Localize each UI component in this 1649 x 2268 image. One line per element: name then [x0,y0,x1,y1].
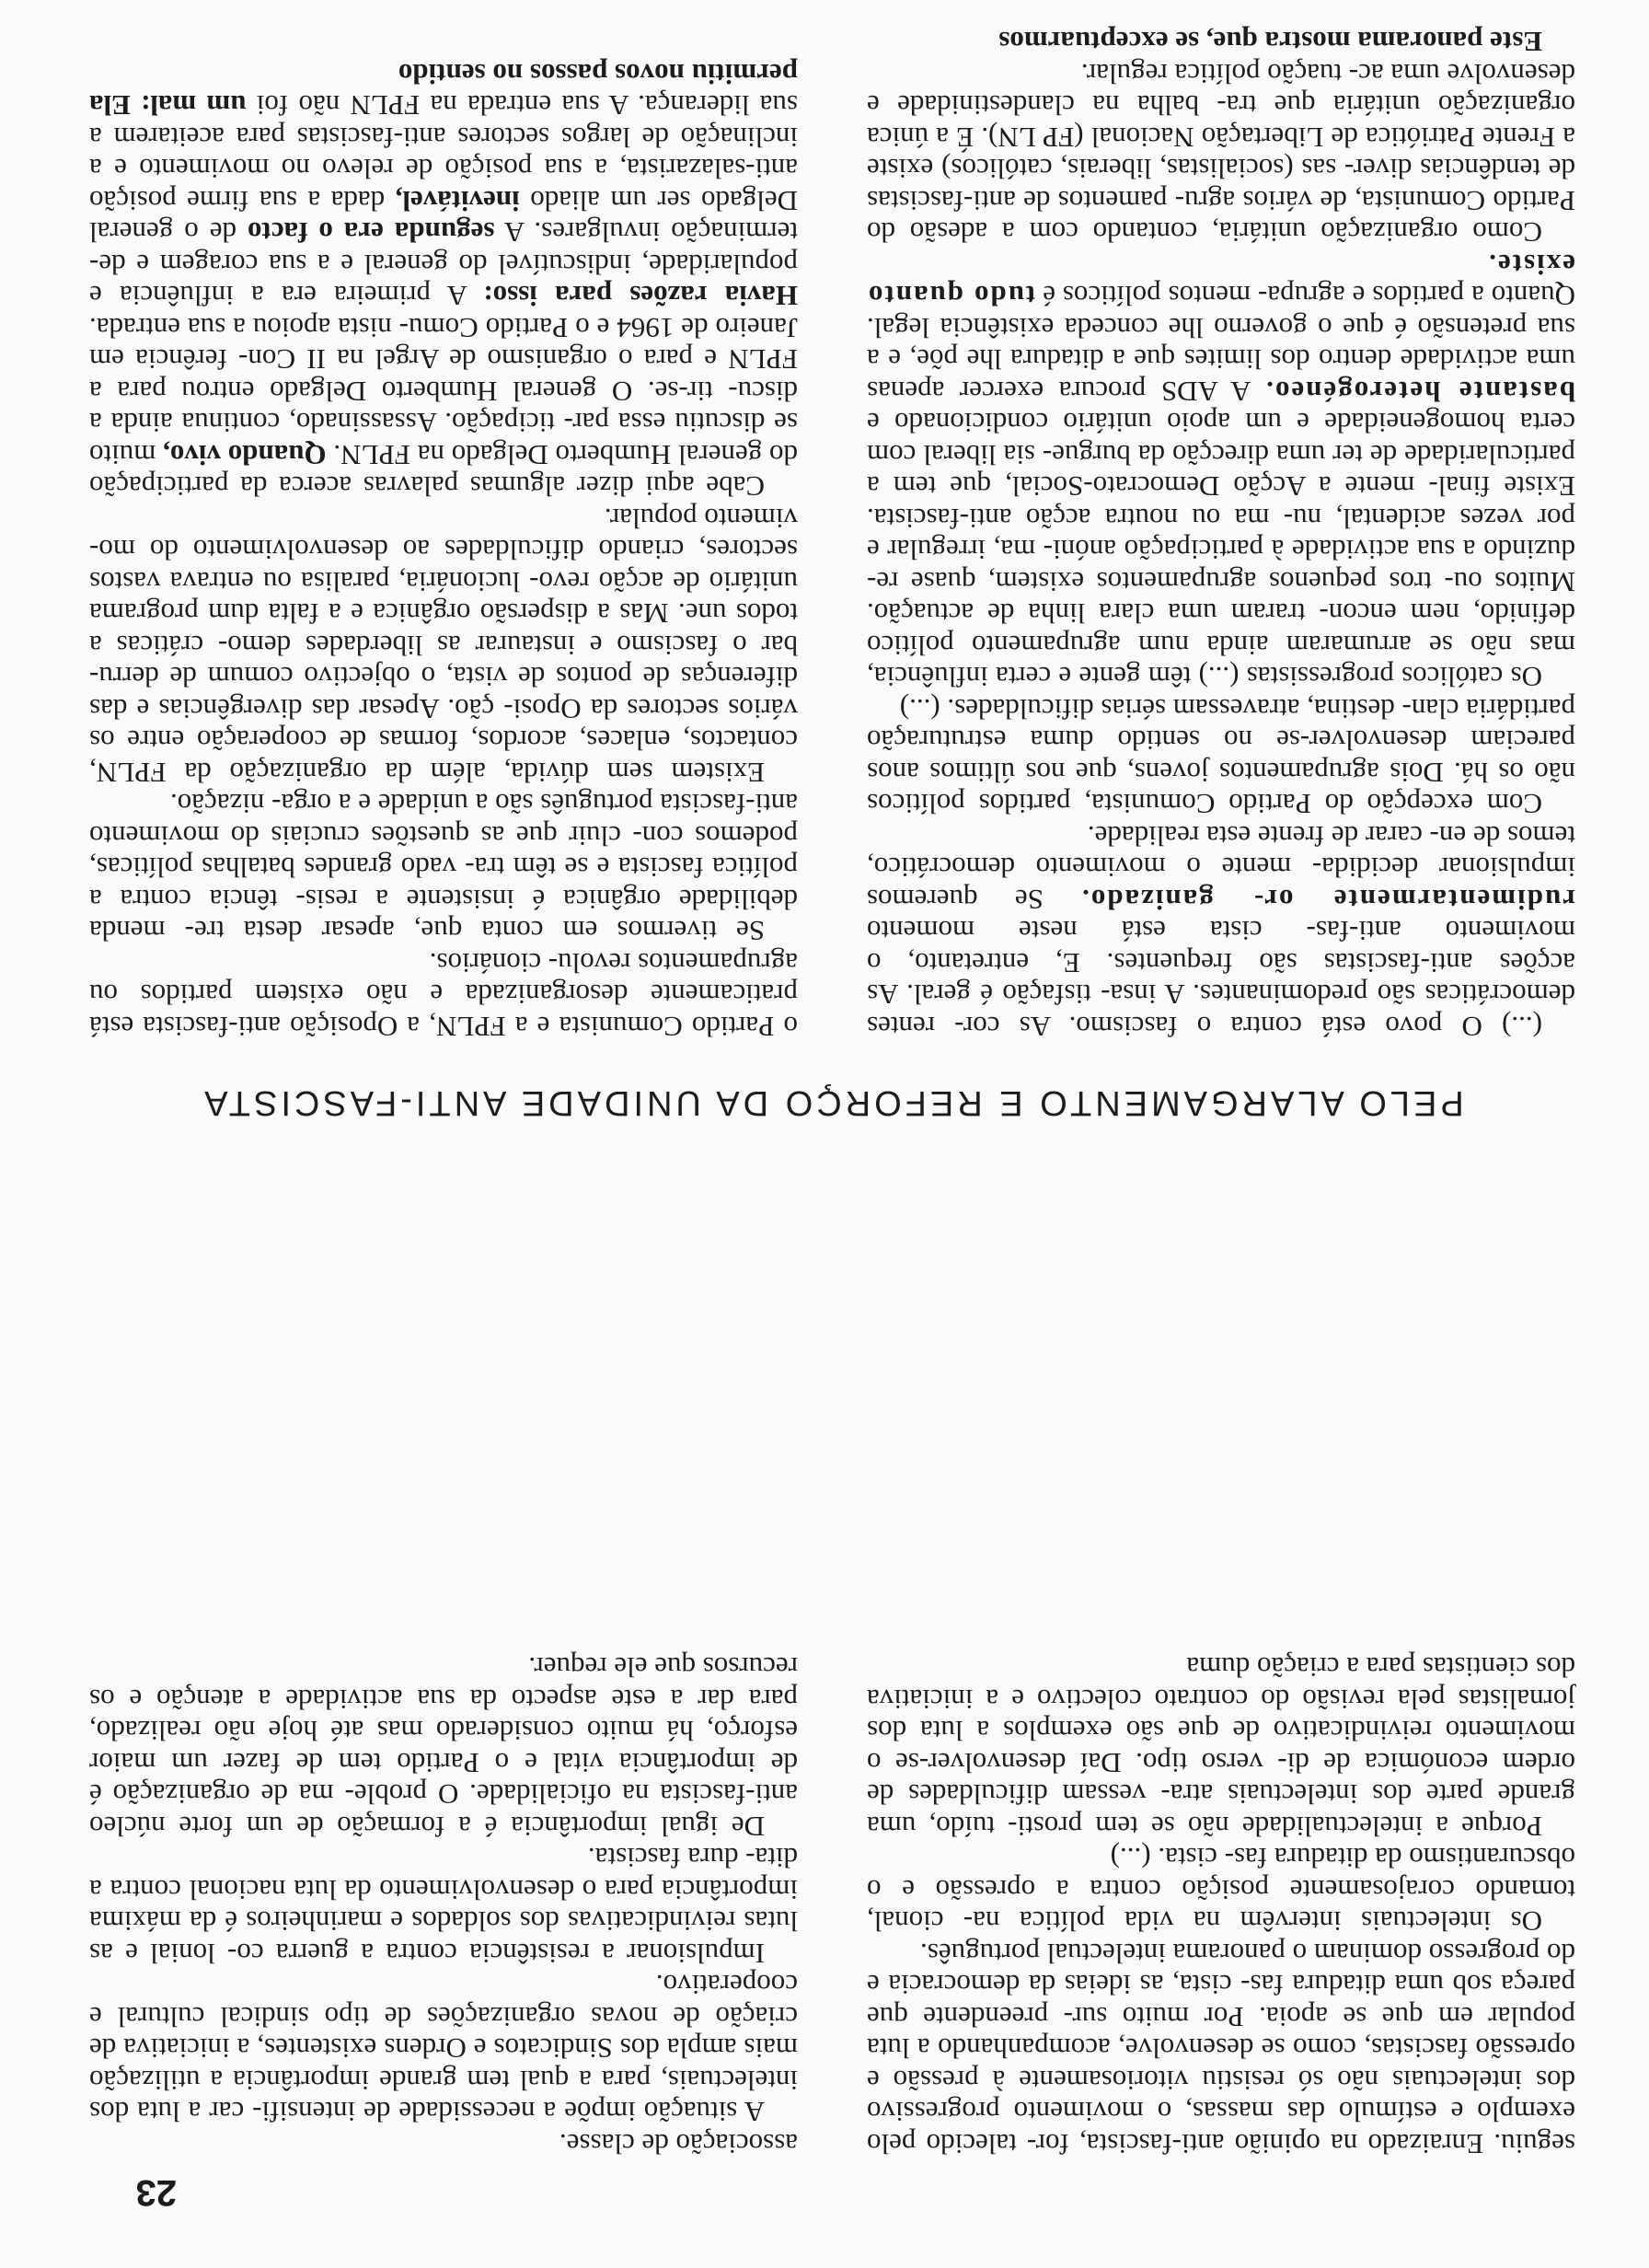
top-right-column [89,1651,798,2159]
paragraph-colonial-war: Impulsionar a resistência contra a guerra co- lonial e as lutas reivindicativas dos soldados e marinheiros é da máxima importância para o desenvolvimento da luta nacional contra a dita- dura fascista. [89,1842,798,1970]
text-delgado-emphasis-3: segunda era o facto [247,216,495,249]
paragraph-intellectuals: Os intelectuais intervêm na vida política na- cional, tomando corajosamente posição contra a opressão e o obscurantismo da ditadura fas- cista. (...) [867,1842,1575,1938]
text-catholics: Os católicos progressistas (...) têm gente e certa influência, mas não se arrumaram ainda num agrupamento político definido, nem encon- traram uma clara linha de actuação. Muitos ou- tros pequenos agrupamentos existem, quase re- duzindo a sua actividade à participação anóni- ma, irregular e por vezes acidental, nu- ma ou noutra acção anti-fascista. Existe final- mente a Acção Democrato-Social, que tem a particularidade de ter uma direcção da burgue- sia liberal com certa homogeneidade e um apoio unitário condicionado e [867,407,1575,694]
text-catholics-emphasis: bastante heterogéneo. [1264,376,1575,408]
text-delgado-emphasis-4: inevitável, [395,185,520,217]
paragraph-people [867,820,1575,1043]
bottom-left-column [867,26,1575,1042]
paragraph-weakness: Se tivermos em conta que, apesar desta tre- menda debilidade orgânica é insistente a resis- tência contra a política fascista e se têm tra- vado grandes batalhas políticas, podemos con- cluir que as questões cruciais do movimento anti-fascista português são a unidade e a orga- nização. [89,788,798,948]
text-delgado-start: Cabe aqui dizer algumas palavras acerca da participação do general Humberto Delgado na FPLN. [89,439,798,503]
top-left-column [867,1651,1575,2159]
text-delgado-emphasis-2: Havia razões para isso: [483,280,798,313]
text-delgado-reasons: A primeira era a influência e popularidade, indiscutível do general e a sua coragem e de- terminação invulgares. A [89,216,798,313]
text-people-emphasis: rudimentarmente or- ganizado. [1080,884,1575,916]
text-delgado-rest: dada a sua firme posição anti-salazarista, a sua posição de relevo no movimento e a inclinação de largos sectores anti-fascistas para aceitarem a sua liderança. A sua entrada na FPLN não foi [88,89,798,217]
paragraph-class-association: associação de classe. [559,2128,798,2160]
text-ads-emphasis: tudo quanto existe. [867,249,1575,313]
text-delgado-end: um mal: Ela permitiu novos passos no sentido [88,58,798,122]
paragraph-opposition: o Partido Comunista e a FPLN, a Oposição anti-fascista está praticamente desorganizada e não existem partidos ou agrupamentos revolu- cionários. [89,947,798,1043]
text-people-end: Se queremos impulsionar decidida- mente o movimento democrático, temos de en- carar de frente esta realidade. [866,820,1575,916]
paragraph-contacts: Existem sem dúvida, além da organização da FPLN, contactos, enlaces, acordos, formas de cooperação entre os vários sectores da Oposi- ção. Apesar das divergências e das diferenças de pontos de vista, o objectivo comum de derru- bar o fascismo e instaurar as liberdades demo- cráticas a todos une. Mas a dispersão orgânica e a falta dum programa unitário de acção revo- lucionária, paralisa ou entrava vastos sectores, criando dificuldades ao desenvolvimento do mo- vimento popular. [89,503,798,789]
text-delgado-mid: muito se discutiu essa par- ticipação. Assassinado, continua ainda a discu- tir-se. O general Humberto Delgado entrou para a FPLN e para o organismo de Argel na II Con- ferência em Janeiro de 1964 e o Partido Comu- nista apoiou a sua entrada. [88,312,798,471]
paragraph-catholics [867,249,1575,693]
section-headline: PELO ALARGAMENTO E REFORÇO DA UNIDADE ANTI-FASCISTA [201,1083,1464,1122]
text-ads: A ADS procura exercer apenas uma actividade dentro dos limites que a ditadura lhe põe, e a sua pretensão é que o governo lhe conceda existência legal. Quanto a partidos e agrupa- mentos políticos é [867,280,1575,408]
bottom-right-column [89,58,798,1043]
paragraph-panorama: Este panorama mostra que, se exceptuarmos [998,26,1542,59]
paragraph-unitary: Como organização unitária, contando com a adesão do Partido Comunista, de vários agru- pamentos de anti-fascistas de tendências diver- sas (socialistas, liberais, católicos) existe a Frente Patriótica de Libertação Nacional (FP LN). É a única organização unitária que tra- balha na clandestinidade e desenvolve uma ac- tuação política regular. [867,58,1575,249]
text-people: (...) O povo está contra o fascismo. As cor- rentes democráticas são predominantes. A insa- tisfação é geral. As acções anti-fascistas são frequentes. E, entretanto, o movimento anti-fas- cista está neste momento [867,915,1575,1043]
paragraph-continuation: seguiu. Enraizado na opinião anti-fascista, for- talecido pelo exemplo e estímulo das massas, o movimento progressivo dos intelectuais não só resistiu vitoriosamente à pressão e opressão fascistas, como se desenvolve, acompanhando a luta popular em que se apoia. Por muito sur- preendente que pareça sob uma ditadura fas- cista, as ideias da democracia e do progresso dominam o panorama intelectual português. [867,1938,1575,2160]
paragraph-delgado [89,58,798,503]
paragraph-nucleus: De igual importância é a formação de um forte núcleo anti-fascista na oficialidade. O proble- ma de organização é de importância vital e o Partido tem de fazer um maior esforço, há muito considerado mas até hoje não realizado, para dar a este aspecto da sua actividade a atenção e os recursos que ele requer. [89,1651,798,1843]
page-number: 23 [135,2172,177,2213]
text-delgado-emphasis-1: Quando vivo, [163,439,327,471]
paragraph-situation: A situação impõe a necessidade de intensifi- car a luta dos intelectuais, para a qual tem grande importância a utilização mais ampla dos Sindicatos e Ordens existentes, a iniciativa de criação de novas organizações de tipo sindical cultural e cooperativo. [89,1969,798,2129]
paragraph-because: Porque a intelectualidade não se tem prosti- tuído, uma grande parte dos intelectuais atra- vessam dificuldades de ordem económica de di- verso tipo. Daí desenvolver-se o movimento reivindicativo de que são exemplos a luta dos jornalistas pela revisão do contrato colectivo e a iniciativa dos cientistas para a criação duma [867,1651,1575,1843]
text-delgado-reasons-2: de o general Delgado ser um aliado [89,185,798,249]
paragraph-exception: Com excepção do Partido Comunista, partidos políticos não os há. Dois agrupamentos jovens, que nos últimos anos pareciam desenvolver-se no sentido duma estruturação partidária clan- destina, atravessam sérias dificuldades. (...) [867,693,1575,821]
